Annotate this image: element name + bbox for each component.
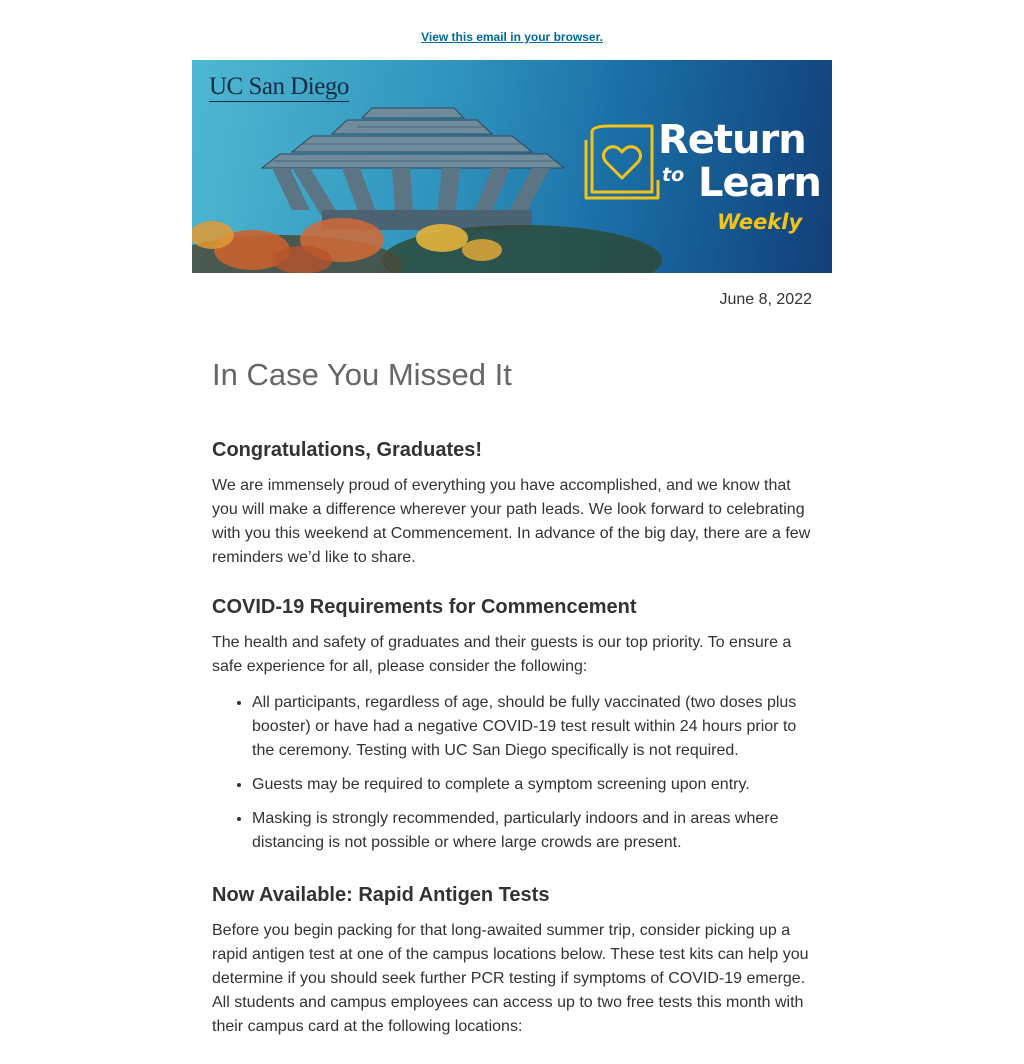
ucsd-logo: UC San Diego <box>209 73 349 100</box>
list-item: • All participants, regardless of age, should be fully vaccinated (two doses plus booster) or have had a negative COVID-19 test result within 24 hours prior to the ceremony. Testing with UC San Diego specifically is not required. <box>252 691 812 763</box>
list-item: • Masking is strongly recommended, particularly indoors and in areas where distancing is not possible or where large crowds are present. <box>252 807 812 855</box>
issue-date: June 8, 2022 <box>719 291 812 308</box>
brand-learn-text: Learn <box>698 160 821 206</box>
view-in-browser-link[interactable]: View this email in your browser. <box>421 30 603 44</box>
email-body <box>212 356 812 1064</box>
brand-to-text: to <box>662 164 685 186</box>
brand-weekly-text: Weekly <box>717 210 803 234</box>
section-heading-graduates: Congratulations, Graduates! <box>212 439 483 461</box>
page-title: In Case You Missed It <box>212 357 512 392</box>
covid-requirements-list <box>212 691 812 855</box>
list-item: • Guests may be required to complete a symptom screening upon entry. <box>252 773 812 797</box>
section-heading-rapid-tests: Now Available: Rapid Antigen Tests <box>212 884 550 906</box>
brand-return-text: Return <box>658 117 806 163</box>
section-body-covid-requirements: The health and safety of graduates and their guests is our top priority. To ensure a safe experience for all, please consider the following: <box>212 634 792 675</box>
header-banner <box>192 60 832 273</box>
section-heading-covid-requirements: COVID-19 Requirements for Commencement <box>212 596 637 618</box>
section-body-rapid-tests: Before you begin packing for that long-awaited summer trip, consider picking up a rapid antigen test at one of the campus locations below. These test kits can help you determine if you should seek further PCR testing if symptoms of COVID-19 emerge. All students and campus employees can access up to two free tests this month with their campus card at the following locations: <box>212 922 809 1035</box>
section-body-graduates: We are immensely proud of everything you have accomplished, and we know that you will make a difference wherever your path leads. We look forward to celebrating with you this weekend at Commencement. In advance of the big day, there are a few reminders we’d like to share. <box>212 477 811 566</box>
